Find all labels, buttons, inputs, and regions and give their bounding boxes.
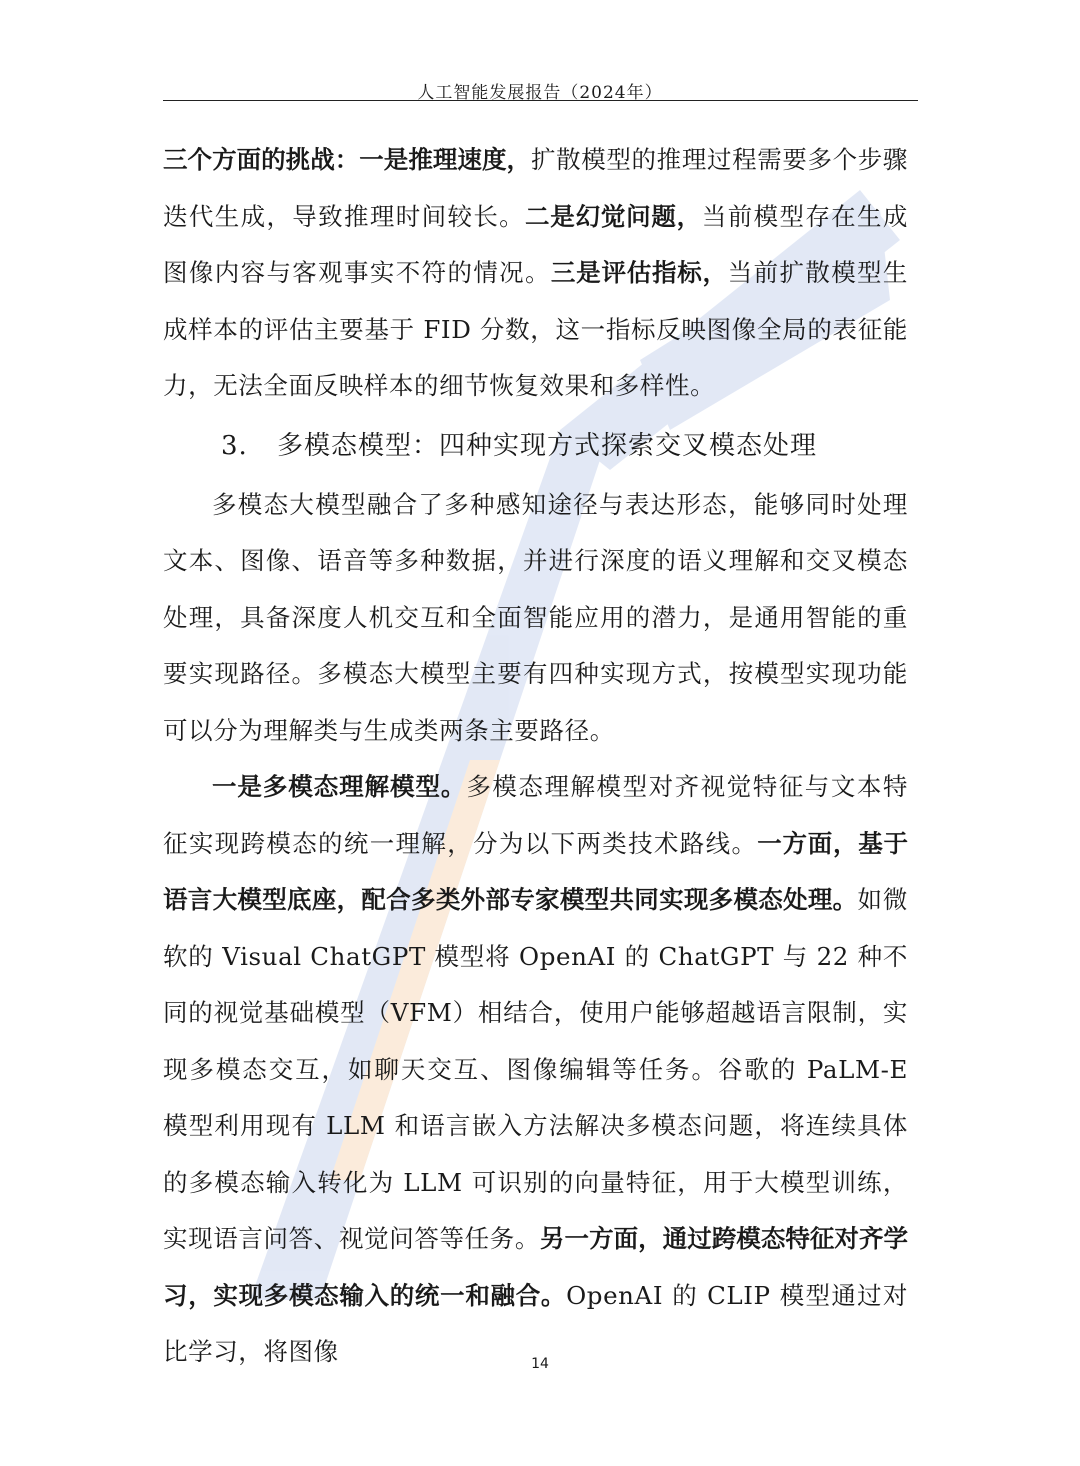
- bold-text-segment: 三个方面的挑战：一是推理速度，: [163, 145, 532, 174]
- text-segment: 当前模型存在生成图像内容与客观事实不符的情况。: [163, 201, 908, 287]
- section-title: 多模态模型：四种实现方式探索交叉模态处理: [277, 430, 818, 461]
- text-segment: 扩散模型的推理过程需要多个步骤迭代生成，导致推理时间较长。: [163, 145, 908, 231]
- bold-text-segment: 一方面，基于语言大模型底座，配合多类外部专家模型共同实现多模态处理。: [163, 828, 908, 914]
- text-segment: OpenAI 的 CLIP 模型通过对比学习，将图像: [163, 1280, 908, 1366]
- section-heading: [163, 415, 908, 477]
- bold-text-segment: 另一方面，通过跨模态特征对齐学习，实现多模态输入的统一和融合。: [163, 1224, 908, 1310]
- bold-text-segment: 三是评估指标，: [550, 258, 728, 287]
- bold-text-segment: 二是幻觉问题，: [525, 201, 702, 231]
- text-segment: 当前扩散模型生成样本的评估主要基于 FID 分数，这一指标反映图像全局的表征能力，无法全面反映样本的细节恢复效果和多样性。: [163, 258, 909, 400]
- text-segment: 多模态理解模型对齐视觉特征与文本特征实现跨模态的统一理解，分为以下两类技术路线。: [163, 772, 909, 858]
- bold-text-segment: 一是多模态理解模型。: [212, 772, 467, 801]
- text-segment: 如微软的 Visual ChatGPT 模型将 OpenAI 的 ChatGPT 与 22 种不同的视觉基础模型（VFM）相结合，使用户能够超越语言限制，实现多模态交互，如聊天交互、图像编辑等任务。谷歌的 PaLM-E 模型利用现有 LLM 和语言嵌入方法解决多模态问题，将连续具体的多模态输入转化为 LLM 可识别的向量特征，用于大模型训练，实现语言问答、视觉问答等任务。: [163, 885, 909, 1253]
- paragraph-challenges: [163, 132, 908, 415]
- text-segment: 多模态大模型融合了多种感知途径与表达形态，能够同时处理文本、图像、语音等多种数据，并进行深度的语义理解和交叉模态处理，具备深度人机交互和全面智能应用的潜力，是通用智能的重要实现路径。多模态大模型主要有四种实现方式，按模型实现功能可以分为理解类与生成类两条主要路径。: [163, 489, 908, 745]
- paragraph-multimodal-intro: [163, 477, 908, 760]
- page-number: 14: [531, 1356, 549, 1372]
- header-divider: [163, 100, 918, 101]
- document-body: [163, 132, 908, 1381]
- section-number: 3.: [221, 430, 248, 461]
- paragraph-multimodal-understanding: [163, 759, 908, 1381]
- header-title: 人工智能发展报告（2024年）: [417, 83, 663, 103]
